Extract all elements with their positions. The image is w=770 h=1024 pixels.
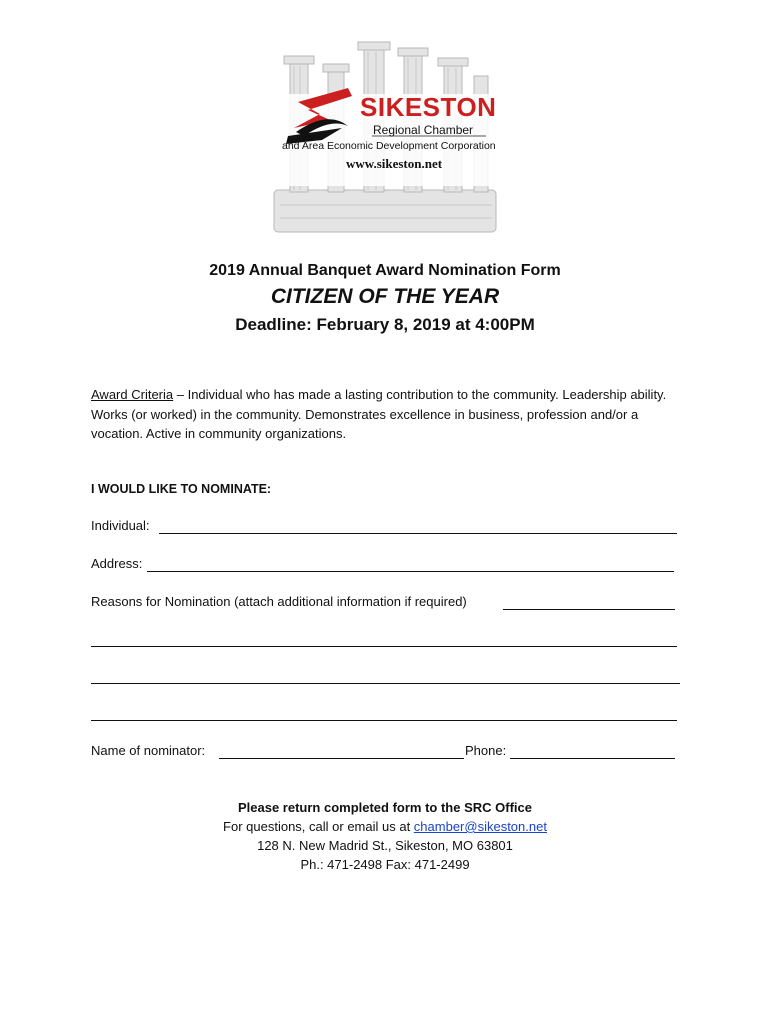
reasons-line-2[interactable] [91, 646, 677, 647]
logo-subtitle-2: and Area Economic Development Corporation [282, 140, 496, 152]
logo-name: SIKESTON [360, 92, 497, 122]
phone-label: Phone: [465, 743, 507, 758]
reasons-field[interactable] [503, 609, 675, 610]
email-link[interactable]: chamber@sikeston.net [413, 819, 547, 834]
nominate-section-label: I WOULD LIKE TO NOMINATE: [91, 482, 272, 496]
address-label: Address: [91, 556, 143, 571]
reasons-label: Reasons for Nomination (attach additional information if required) [91, 594, 467, 609]
award-criteria [91, 385, 681, 444]
deadline-text: Deadline: February 8, 2019 at 4:00PM [235, 315, 535, 334]
reasons-line-4[interactable] [91, 720, 677, 721]
questions-text: For questions, call or email us at [223, 819, 414, 834]
criteria-text: – Individual who has made a lasting contribution to the community. Leadership ability. Works (or worked) in the community. Demonstrates excellence in business, profession and/or a vocation. Active in community organizations. [91, 387, 667, 441]
form-title: 2019 Annual Banquet Award Nomination Form [209, 262, 561, 279]
chamber-logo [268, 40, 500, 240]
award-title: CITIZEN OF THE YEAR [270, 285, 500, 308]
return-instructions: Please return completed form to the SRC Office [237, 800, 532, 815]
phone-fax: Ph.: 471-2498 Fax: 471-2499 [300, 857, 470, 872]
address-field[interactable] [147, 571, 674, 572]
nominator-label: Name of nominator: [91, 743, 206, 758]
questions-line [0, 819, 770, 834]
office-address: 128 N. New Madrid St., Sikeston, MO 63801 [257, 838, 513, 853]
logo-subtitle: Regional Chamber [373, 123, 474, 137]
individual-field[interactable] [159, 533, 677, 534]
phone-field[interactable] [510, 758, 675, 759]
individual-label: Individual: [91, 518, 150, 533]
criteria-label: Award Criteria [91, 387, 174, 402]
reasons-line-3[interactable] [91, 683, 680, 684]
logo-website: www.sikeston.net [346, 156, 443, 171]
nominator-field[interactable] [219, 758, 464, 759]
